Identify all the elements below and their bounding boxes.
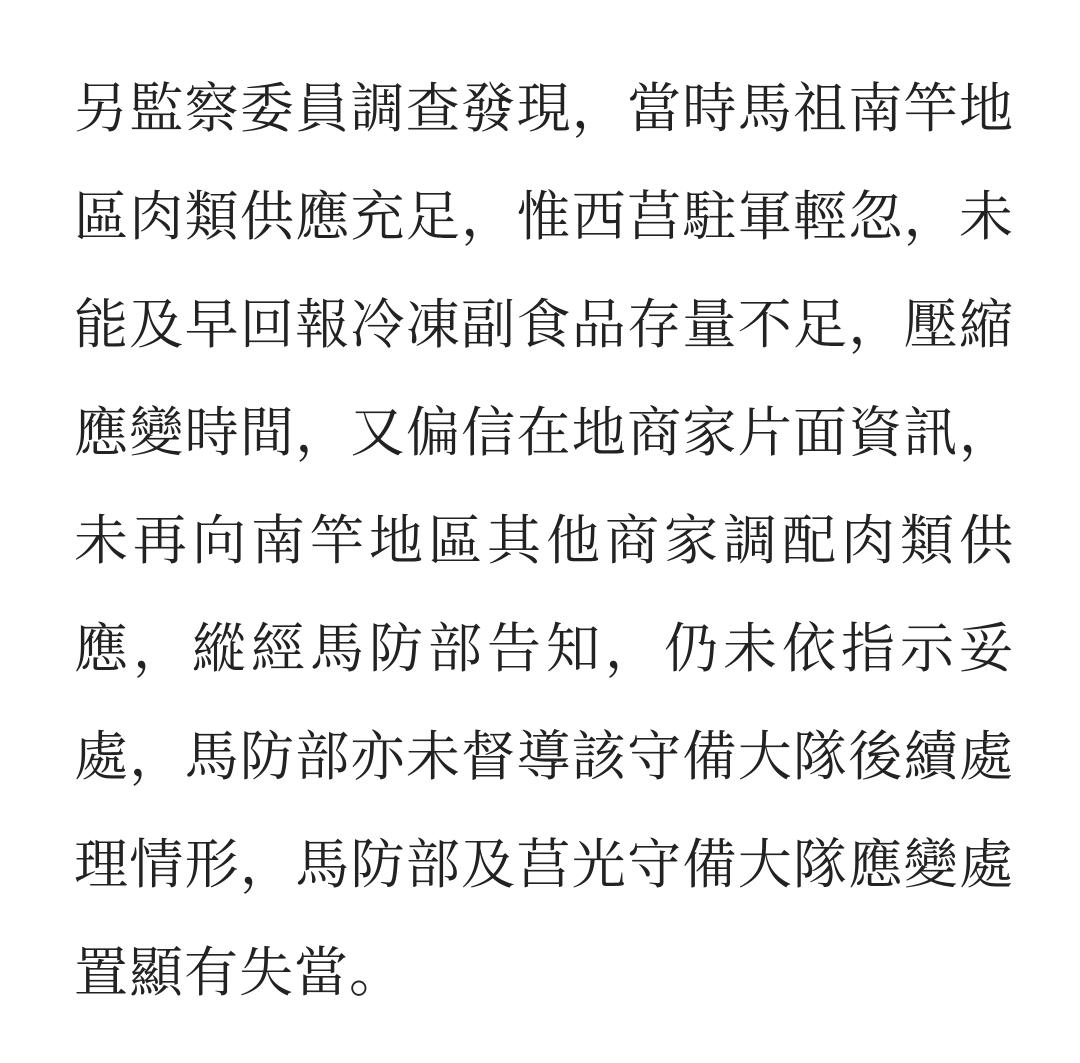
paragraph-line: 區肉類供應充足，惟西莒駐軍輕忽，未	[74, 185, 1014, 248]
paragraph-line: 理情形，馬防部及莒光守備大隊應變處	[74, 833, 1014, 896]
paragraph-line: 應變時間，又偏信在地商家片面資訊，	[74, 401, 1014, 464]
paragraph-line: 應，縱經馬防部告知，仍未依指示妥	[74, 617, 1014, 680]
paragraph-line: 處，馬防部亦未督導該守備大隊後續處	[74, 725, 1014, 788]
paragraph-line: 能及早回報冷凍副食品存量不足，壓縮	[74, 293, 1014, 356]
paragraph-line: 未再向南竿地區其他商家調配肉類供	[74, 509, 1014, 572]
paragraph-line: 另監察委員調查發現，當時馬祖南竿地	[74, 77, 1014, 140]
paragraph-line-last: 置顯有失當。	[74, 941, 404, 1004]
article-body	[74, 76, 1014, 1048]
